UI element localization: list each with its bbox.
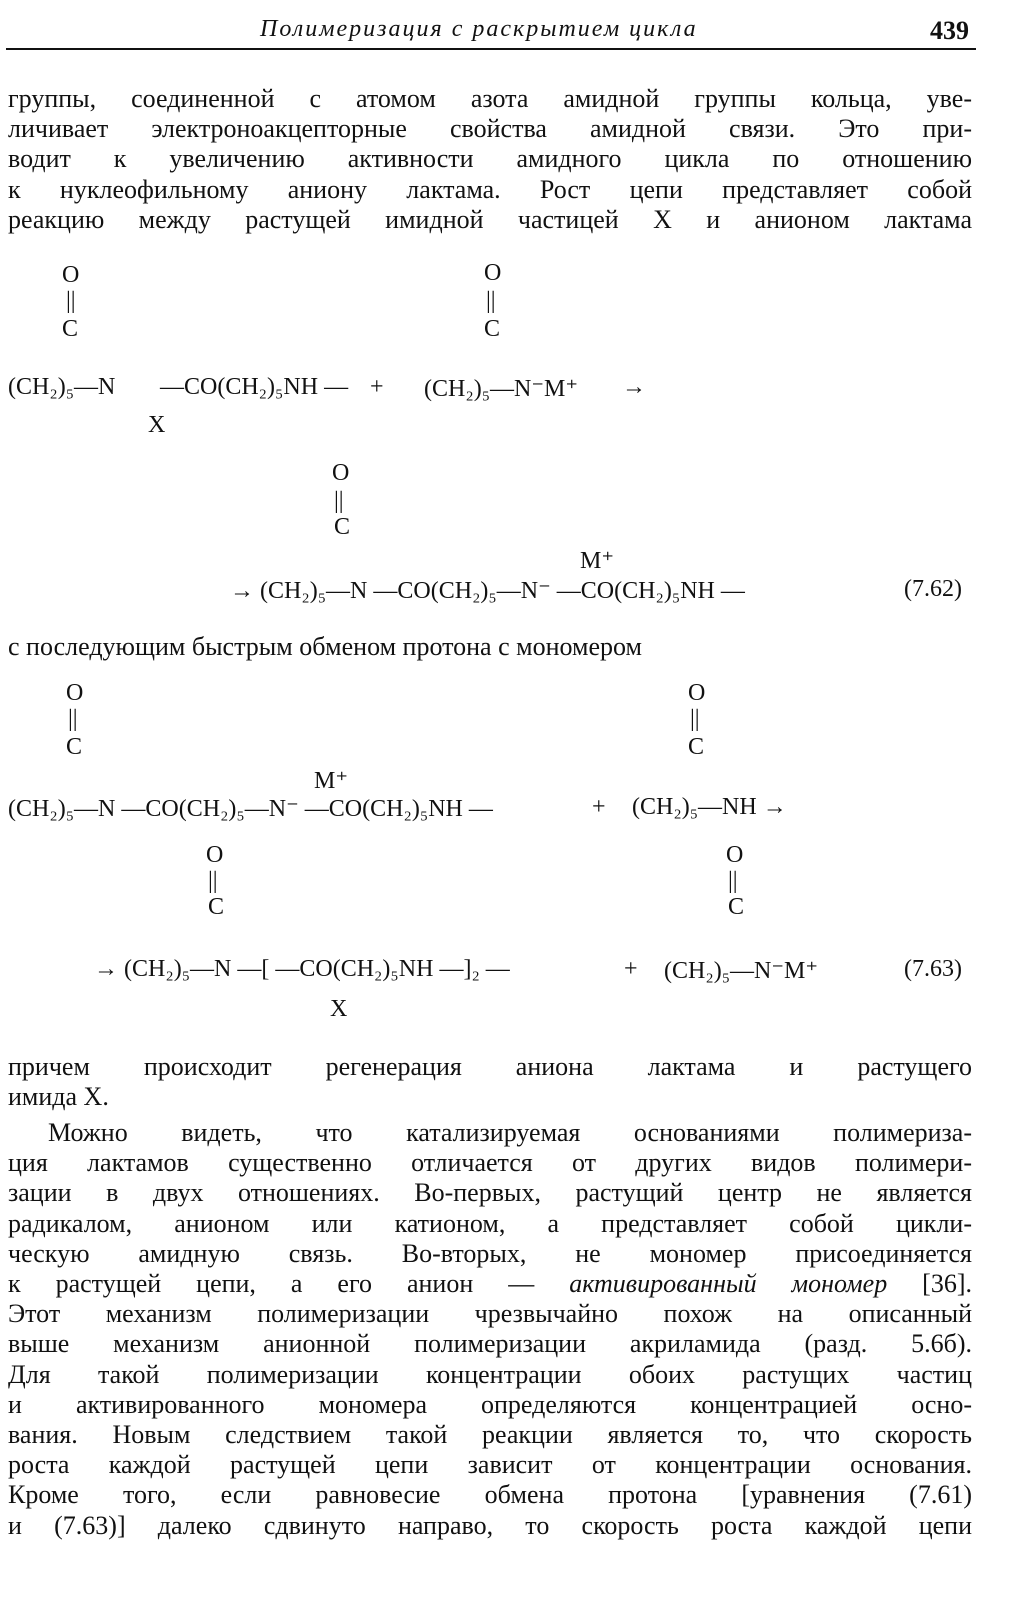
double-bond: ||	[208, 868, 218, 894]
carbonyl-carbon: C	[334, 514, 351, 540]
carbonyl-oxygen: O	[726, 842, 744, 868]
equation-number: (7.62)	[904, 576, 962, 602]
text-line: реакцию между растущей имидной частицей X и анионом лактама	[8, 204, 972, 234]
carbonyl-carbon: C	[728, 894, 745, 920]
text-line: радикалом, анионом или катионом, а представляет собой цикли-	[8, 1208, 972, 1238]
plus-sign: +	[592, 794, 606, 820]
reactant-formula: (CH₂)₅—N —CO(CH₂)₅—N⁻ —CO(CH₂)₅NH —	[8, 796, 493, 822]
text-line: выше механизм анионной полимеризации акриламида (разд. 5.6б).	[8, 1329, 972, 1359]
carbonyl-carbon: C	[208, 894, 225, 920]
text-line: к нуклеофильному аниону лактама. Рост цепи представляет собой	[8, 174, 972, 204]
carbonyl-oxygen: O	[484, 260, 502, 286]
text-line: водит к увеличению активности амидного цикла по отношению	[8, 144, 972, 174]
double-bond: ||	[68, 706, 78, 732]
carbonyl-carbon: C	[484, 316, 501, 342]
lactam-anion-formula: (CH₂)₅—N⁻M⁺	[664, 958, 819, 984]
paragraph-regeneration	[8, 1052, 972, 1112]
text-line: личивает электроноакцепторные свойства амидной связи. Это при-	[8, 114, 972, 144]
plus-sign: +	[370, 374, 384, 400]
text-line: Можно видеть, что катализируемая основаниями полимериза-	[48, 1118, 972, 1147]
imide-ring-formula: (CH₂)₅—N	[8, 374, 116, 400]
text-line: роста каждой растущей цепи зависит от концентрации основания.	[8, 1450, 972, 1480]
text-line: Этот механизм полимеризации чрезвычайно похож на описанный	[8, 1299, 972, 1329]
product-formula: → (CH₂)₅—N —[ —CO(CH₂)₅NH —]₂ —	[94, 956, 510, 982]
text-line: группы, соединенной с атомом азота амидной группы кольца, уве-	[8, 84, 972, 113]
text-line: причем происходит регенерация аниона лактама и растущего	[8, 1052, 972, 1081]
carbonyl-carbon: C	[688, 734, 705, 760]
plus-sign: +	[624, 956, 638, 982]
text-line-with-term	[8, 1269, 972, 1299]
carbonyl-oxygen: O	[332, 460, 350, 486]
paragraph-mechanism	[8, 1118, 972, 1541]
italic-term: активированный мономер	[569, 1269, 888, 1299]
text-line: вания. Новым следствием такой реакции является то, что скорость	[8, 1420, 972, 1450]
text-line: зации в двух отношениях. Во-первых, растущий центр не является	[8, 1178, 972, 1208]
text-line: с последующим быстрым обменом протона с мономером	[8, 632, 642, 661]
text-line: ческую амидную связь. Во-вторых, не мономер присоединяется	[8, 1238, 972, 1268]
monomer-formula: (CH₂)₅—NH →	[632, 794, 787, 820]
page-number: 439	[930, 16, 969, 45]
running-title: Полимеризация с раскрытием цикла	[260, 16, 698, 42]
carbonyl-oxygen: O	[688, 680, 706, 706]
text-fragment: к растущей цепи, а его анион —	[8, 1269, 570, 1299]
double-bond: ||	[728, 868, 738, 894]
reaction-arrow: →	[622, 374, 646, 400]
carbonyl-oxygen: O	[66, 680, 84, 706]
text-line: Для такой полимеризации концентрации обоих растущих частиц	[8, 1359, 972, 1389]
citation: [36].	[887, 1269, 972, 1299]
text-line: ция лактамов существенно отличается от других видов полимери-	[8, 1148, 972, 1178]
product-formula: → (CH₂)₅—N —CO(CH₂)₅—N⁻ —CO(CH₂)₅NH —	[230, 578, 745, 604]
text-line: Кроме того, если равновесие обмена протона [уравнения (7.61)	[8, 1480, 972, 1510]
double-bond: ||	[66, 288, 76, 314]
carbonyl-carbon: C	[66, 734, 83, 760]
double-bond: ||	[334, 488, 344, 514]
double-bond: ||	[486, 288, 496, 314]
counterion: M⁺	[580, 548, 615, 574]
chain-fragment: —CO(CH₂)₅NH —	[160, 374, 349, 400]
counterion: M⁺	[314, 768, 349, 794]
equation-number: (7.63)	[904, 956, 962, 982]
lactam-anion-formula: (CH₂)₅—N⁻M⁺	[424, 376, 579, 402]
carbonyl-oxygen: O	[206, 842, 224, 868]
text-line: и активированного мономера определяются концентрацией осно-	[8, 1389, 972, 1419]
text-line: имида X.	[8, 1082, 109, 1112]
carbonyl-oxygen: O	[62, 262, 80, 288]
substituent-x: X	[148, 412, 166, 438]
text-line: и (7.63)] далеко сдвинуто направо, то скорость роста каждой цепи	[8, 1510, 972, 1540]
carbonyl-carbon: C	[62, 316, 79, 342]
substituent-x: X	[330, 996, 348, 1022]
paragraph-transition	[8, 632, 972, 662]
double-bond: ||	[690, 706, 700, 732]
